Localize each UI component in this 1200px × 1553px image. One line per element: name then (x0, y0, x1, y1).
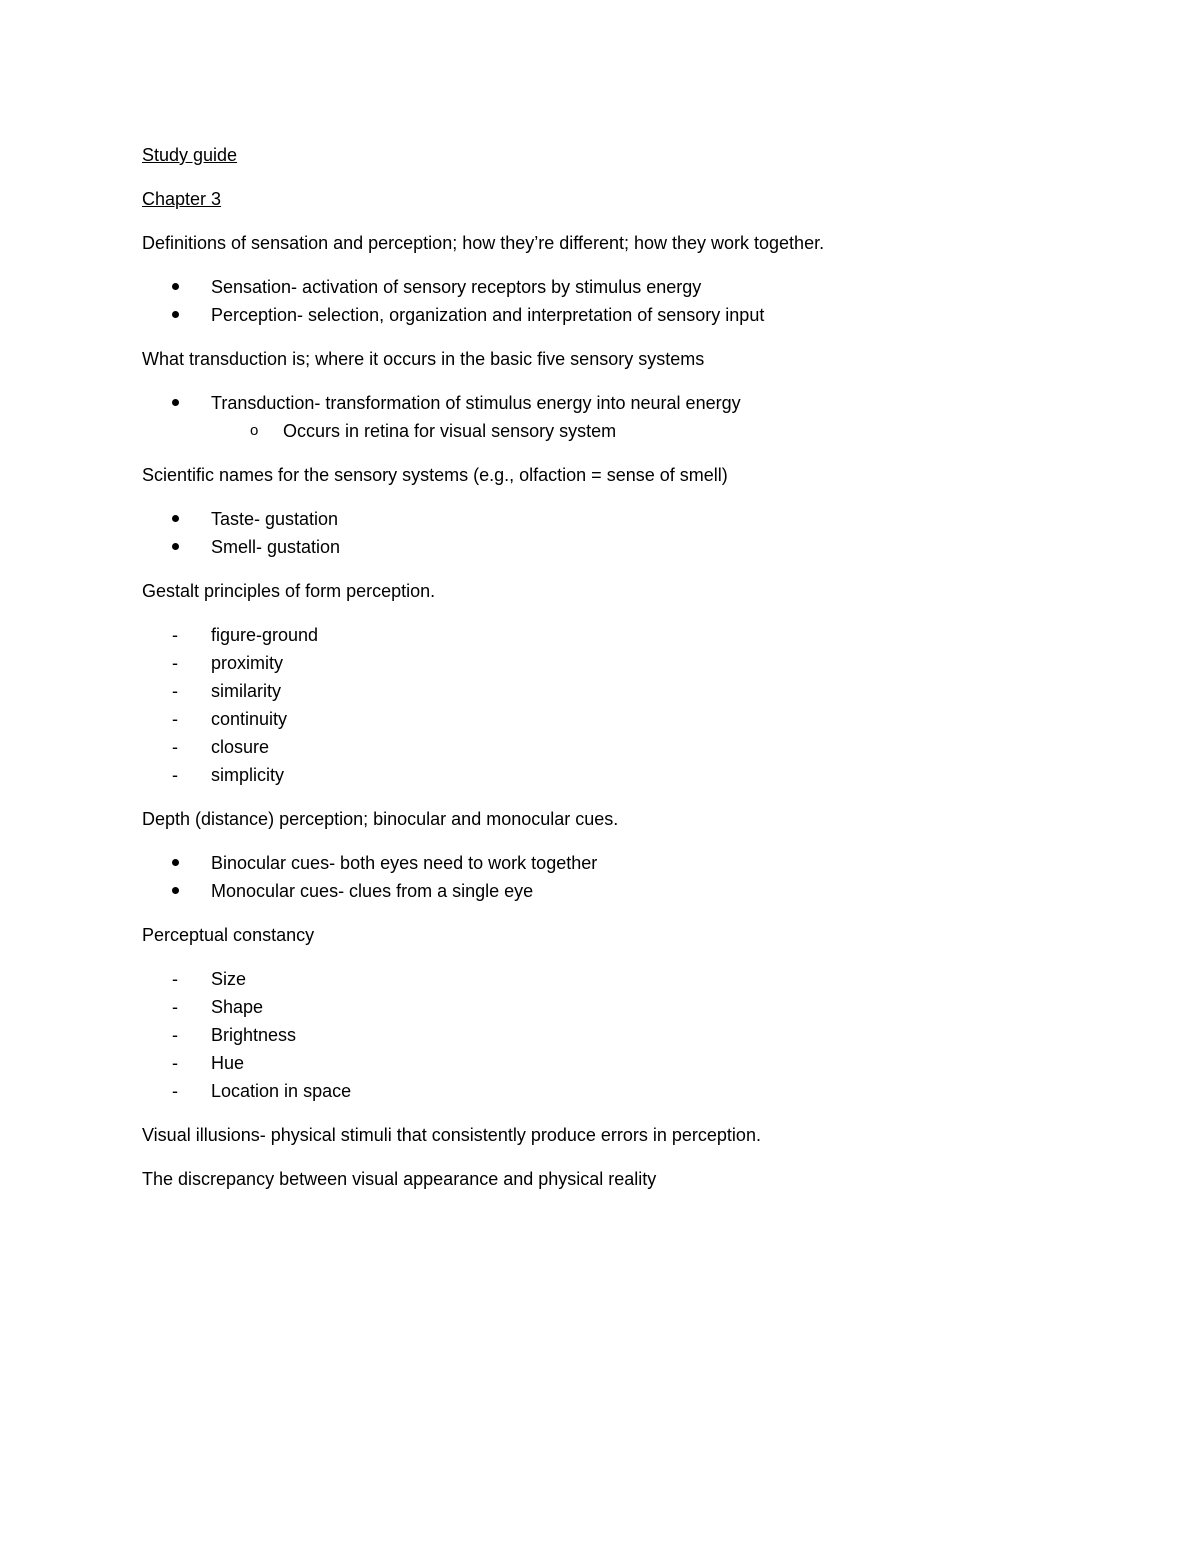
list-item (142, 705, 1062, 733)
document-title: Study guide (142, 145, 238, 165)
list-item-text: closure (211, 737, 270, 757)
list-item (142, 389, 1062, 417)
list-item (142, 301, 1062, 329)
list-item (142, 993, 1062, 1021)
bullet-icon (172, 505, 192, 533)
list-item-text: continuity (211, 709, 288, 729)
dash-icon: - (172, 1025, 178, 1045)
section-heading-scientific-names: Scientific names for the sensory systems (e.g., olfaction = sense of smell) (142, 465, 728, 485)
dash-icon: - (172, 765, 178, 785)
list-item (142, 965, 1062, 993)
dash-icon: - (172, 737, 178, 757)
list-item-text: Location in space (211, 1081, 352, 1101)
hollow-bullet-icon: o (250, 422, 259, 439)
list-item-text: figure-ground (211, 625, 319, 645)
list-item-text: Shape (211, 997, 264, 1017)
list-item (142, 677, 1062, 705)
list-item-text: simplicity (211, 765, 285, 785)
list-item-text: Hue (211, 1053, 245, 1073)
list-item-text: proximity (211, 653, 284, 673)
dash-icon: - (172, 1081, 178, 1101)
document-body (142, 141, 1062, 1209)
bullet-list-sensation-perception (142, 273, 1062, 329)
section-heading-sensation-perception: Definitions of sensation and perception; how they’re different; how they work together. (142, 233, 825, 253)
list-item-text: Taste- gustation (211, 509, 339, 529)
list-item-text: Monocular cues- clues from a single eye (211, 881, 534, 901)
sub-list-item (142, 417, 1062, 445)
list-item (142, 761, 1062, 789)
list-item-text: Binocular cues- both eyes need to work together (211, 853, 598, 873)
dash-icon: - (172, 653, 178, 673)
dash-icon: - (172, 997, 178, 1017)
list-item (142, 1077, 1062, 1105)
paragraph-visual-illusions: Visual illusions- physical stimuli that consistently produce errors in perception. (142, 1125, 761, 1145)
dash-icon: - (172, 1053, 178, 1073)
list-item (142, 1021, 1062, 1049)
section-heading-depth: Depth (distance) perception; binocular and monocular cues. (142, 809, 619, 829)
section-heading-gestalt: Gestalt principles of form perception. (142, 581, 436, 601)
list-item-text: Transduction- transformation of stimulus energy into neural energy (211, 393, 741, 413)
dash-icon: - (172, 681, 178, 701)
chapter-heading: Chapter 3 (142, 189, 222, 209)
list-item-text: Perception- selection, organization and interpretation of sensory input (211, 305, 765, 325)
dash-icon: - (172, 969, 178, 989)
list-item (142, 733, 1062, 761)
dash-list-constancy (142, 965, 1062, 1105)
list-item (142, 849, 1062, 877)
bullet-icon (172, 273, 192, 301)
list-item (142, 273, 1062, 301)
bullet-icon (172, 533, 192, 561)
bullet-icon (172, 301, 192, 329)
list-item-text: Sensation- activation of sensory receptors by stimulus energy (211, 277, 702, 297)
section-heading-constancy: Perceptual constancy (142, 925, 315, 945)
dash-icon: - (172, 625, 178, 645)
bullet-list-depth (142, 849, 1062, 905)
list-item-text: Smell- gustation (211, 537, 341, 557)
list-item-text: similarity (211, 681, 281, 701)
sub-list-item-text: Occurs in retina for visual sensory system (283, 421, 617, 441)
bullet-list-scientific-names (142, 505, 1062, 561)
section-heading-transduction: What transduction is; where it occurs in the basic five sensory systems (142, 349, 705, 369)
list-item (142, 533, 1062, 561)
list-item (142, 1049, 1062, 1077)
list-item-text: Size (211, 969, 247, 989)
list-item (142, 649, 1062, 677)
dash-list-gestalt (142, 621, 1062, 789)
bullet-icon (172, 877, 192, 905)
bullet-icon (172, 389, 192, 417)
list-item-text: Brightness (211, 1025, 297, 1045)
list-item (142, 621, 1062, 649)
list-item (142, 877, 1062, 905)
paragraph-discrepancy: The discrepancy between visual appearance and physical reality (142, 1169, 657, 1189)
list-item (142, 505, 1062, 533)
dash-icon: - (172, 709, 178, 729)
bullet-list-transduction (142, 389, 1062, 445)
bullet-icon (172, 849, 192, 877)
